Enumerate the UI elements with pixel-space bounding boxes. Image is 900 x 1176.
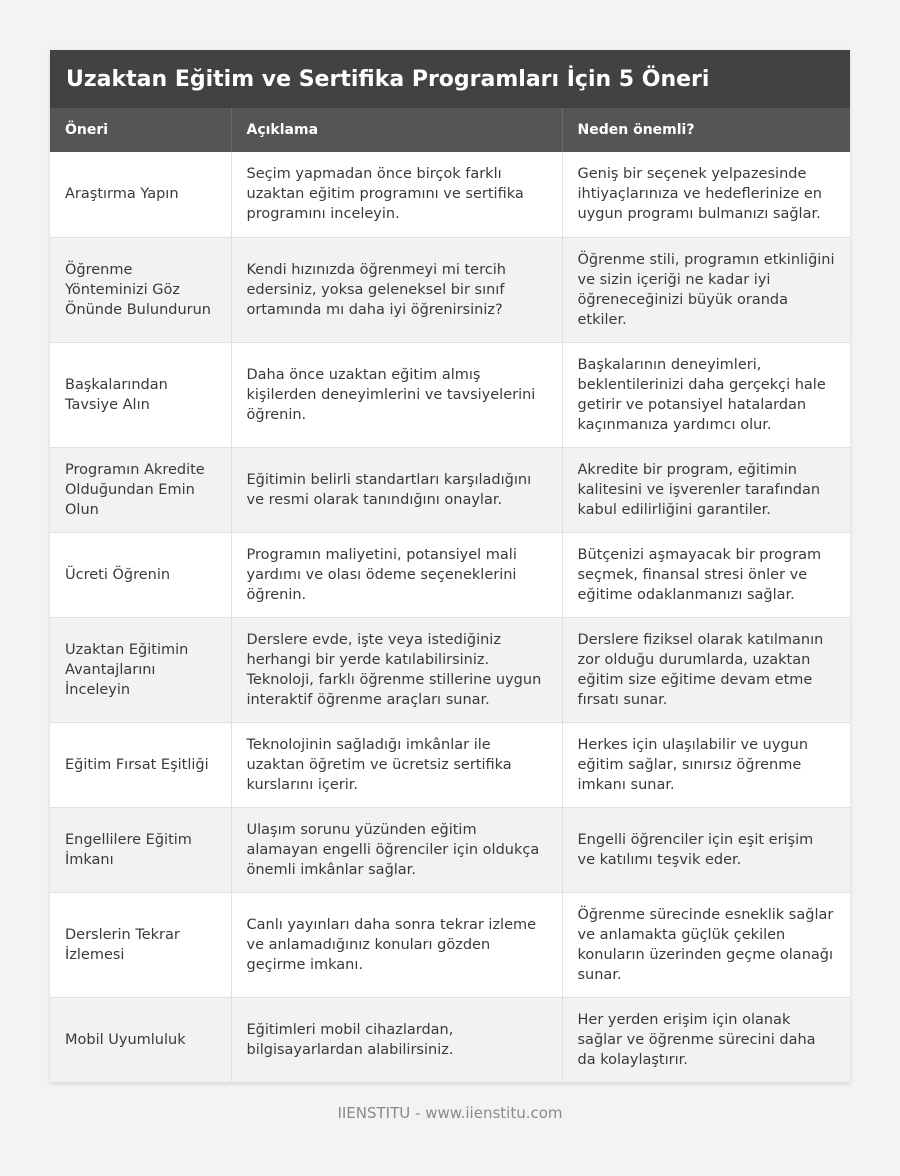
cell-oneri: Ücreti Öğrenin <box>50 532 231 617</box>
recommendations-table <box>50 108 850 1083</box>
table-row <box>50 342 850 447</box>
cell-oneri: Araştırma Yapın <box>50 152 231 237</box>
cell-neden: Geniş bir seçenek yelpazesinde ihtiyaçlarınıza ve hedeflerinize en uygun programı bulmanızı sağlar. <box>562 152 850 237</box>
table-row <box>50 532 850 617</box>
table-row <box>50 237 850 342</box>
cell-oneri: Programın Akredite Olduğundan Emin Olun <box>50 447 231 532</box>
cell-oneri: Öğrenme Yönteminizi Göz Önünde Bulundurun <box>50 237 231 342</box>
cell-neden: Akredite bir program, eğitimin kalitesini ve işverenler tarafından kabul edilirliğini garantiler. <box>562 447 850 532</box>
cell-aciklama: Teknolojinin sağladığı imkânlar ile uzaktan öğretim ve ücretsiz sertifika kurslarını içerir. <box>231 722 562 807</box>
cell-neden: Her yerden erişim için olanak sağlar ve öğrenme sürecini daha da kolaylaştırır. <box>562 997 850 1082</box>
table-row <box>50 447 850 532</box>
cell-aciklama: Ulaşım sorunu yüzünden eğitim alamayan engelli öğrenciler için oldukça önemli imkânlar sağlar. <box>231 807 562 892</box>
cell-oneri: Engellilere Eğitim İmkanı <box>50 807 231 892</box>
recommendations-card <box>50 50 850 1083</box>
table-row <box>50 997 850 1082</box>
cell-aciklama: Kendi hızınızda öğrenmeyi mi tercih edersiniz, yoksa geleneksel bir sınıf ortamında mı daha iyi öğrenirsiniz? <box>231 237 562 342</box>
cell-aciklama: Derslere evde, işte veya istediğiniz herhangi bir yerde katılabilirsiniz. Teknoloji, farklı öğrenme stillerine uygun interaktif öğrenme araçları sunar. <box>231 617 562 722</box>
cell-oneri: Eğitim Fırsat Eşitliği <box>50 722 231 807</box>
table-row <box>50 892 850 997</box>
table-row <box>50 152 850 237</box>
cell-oneri: Başkalarından Tavsiye Alın <box>50 342 231 447</box>
cell-aciklama: Eğitimleri mobil cihazlardan, bilgisayarlardan alabilirsiniz. <box>231 997 562 1082</box>
cell-neden: Öğrenme sürecinde esneklik sağlar ve anlamakta güçlük çekilen konuların üzerinden geçme olanağı sunar. <box>562 892 850 997</box>
column-header-aciklama: Açıklama <box>231 108 562 152</box>
cell-neden: Öğrenme stili, programın etkinliğini ve sizin içeriği ne kadar iyi öğreneceğinizi büyük oranda etkiler. <box>562 237 850 342</box>
cell-neden: Derslere fiziksel olarak katılmanın zor olduğu durumlarda, uzaktan eğitim size eğitime devam etme fırsatı sunar. <box>562 617 850 722</box>
cell-neden: Başkalarının deneyimleri, beklentilerinizi daha gerçekçi hale getirir ve potansiyel hatalardan kaçınmanıza yardımcı olur. <box>562 342 850 447</box>
table-header-row <box>50 108 850 152</box>
cell-oneri: Mobil Uyumluluk <box>50 997 231 1082</box>
table-row <box>50 722 850 807</box>
cell-oneri: Uzaktan Eğitimin Avantajlarını İnceleyin <box>50 617 231 722</box>
cell-aciklama: Seçim yapmadan önce birçok farklı uzaktan eğitim programını ve sertifika programını inceleyin. <box>231 152 562 237</box>
cell-neden: Bütçenizi aşmayacak bir program seçmek, finansal stresi önler ve eğitime odaklanmanızı sağlar. <box>562 532 850 617</box>
cell-aciklama: Eğitimin belirli standartları karşıladığını ve resmi olarak tanındığını onaylar. <box>231 447 562 532</box>
table-row <box>50 807 850 892</box>
cell-neden: Engelli öğrenciler için eşit erişim ve katılımı teşvik eder. <box>562 807 850 892</box>
cell-aciklama: Daha önce uzaktan eğitim almış kişilerden deneyimlerini ve tavsiyelerini öğrenin. <box>231 342 562 447</box>
table-row <box>50 617 850 722</box>
cell-aciklama: Canlı yayınları daha sonra tekrar izleme ve anlamadığınız konuları gözden geçirme imkanı. <box>231 892 562 997</box>
column-header-neden: Neden önemli? <box>562 108 850 152</box>
footer-credit: IIENSTITU - www.iienstitu.com <box>337 1104 563 1122</box>
cell-neden: Herkes için ulaşılabilir ve uygun eğitim sağlar, sınırsız öğrenme imkanı sunar. <box>562 722 850 807</box>
cell-oneri: Derslerin Tekrar İzlemesi <box>50 892 231 997</box>
cell-aciklama: Programın maliyetini, potansiyel mali yardımı ve olası ödeme seçeneklerini öğrenin. <box>231 532 562 617</box>
table-title: Uzaktan Eğitim ve Sertifika Programları İçin 5 Öneri <box>50 50 850 108</box>
column-header-oneri: Öneri <box>50 108 231 152</box>
